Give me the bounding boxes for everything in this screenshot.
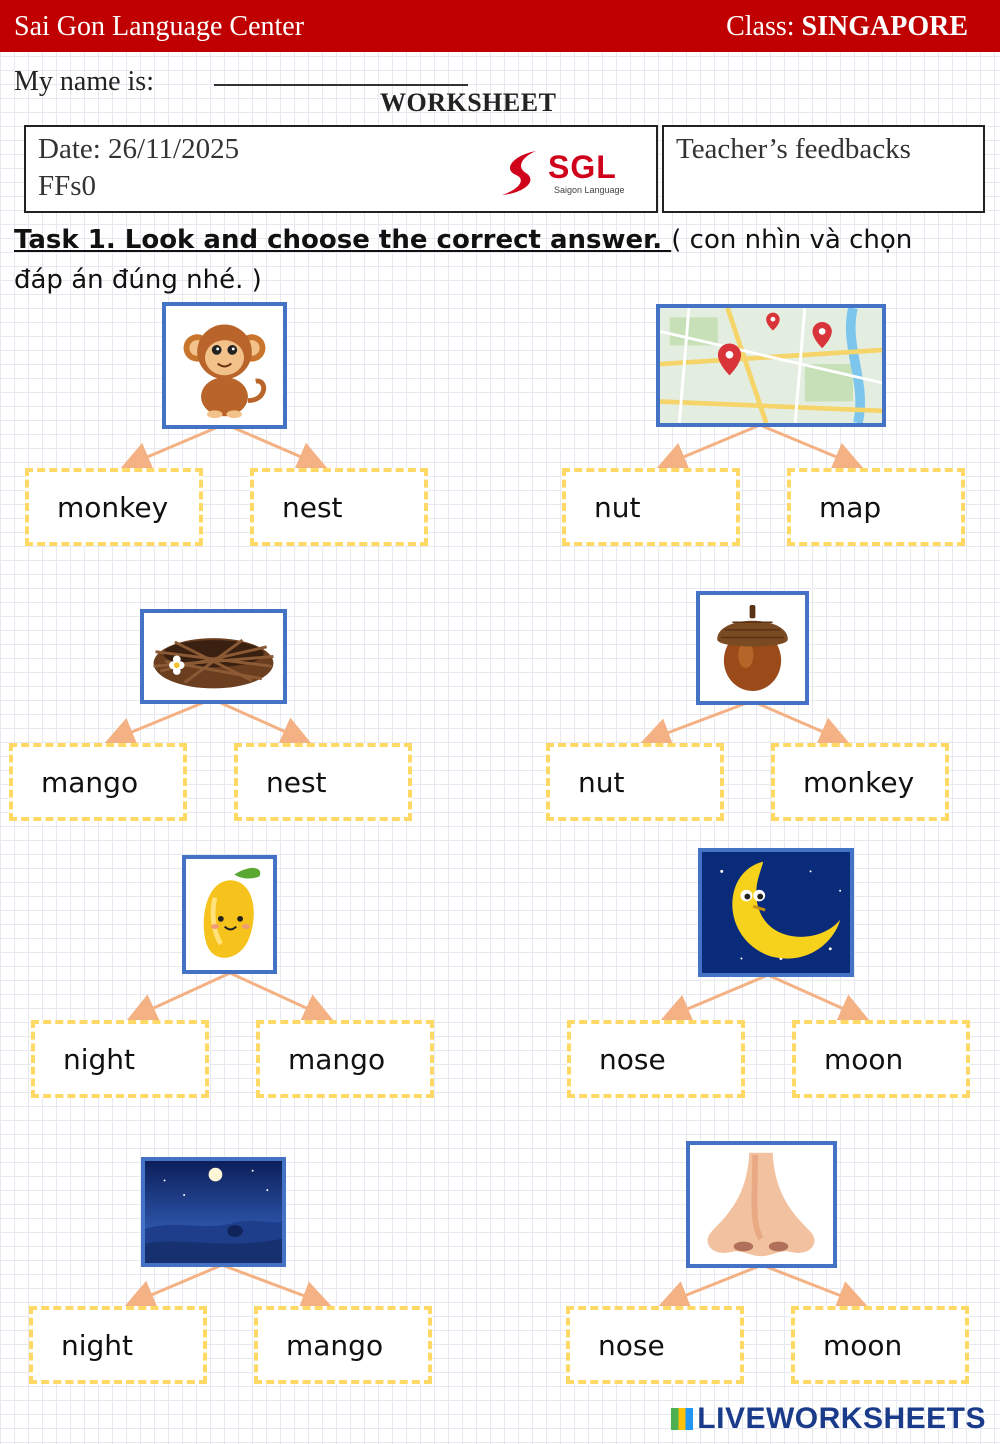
task-instruction [14,220,914,300]
arrow-q8-right [762,1265,862,1304]
monkey-icon [166,306,283,425]
arrow-q6-left [666,975,768,1018]
nose-icon [690,1145,833,1264]
arrow-q1-right [225,424,322,466]
logo-subtext: Saigon Language [554,185,625,195]
answer-option[interactable]: nut [562,468,740,546]
monkey-picture [162,302,287,429]
task-instruction-line1: ( con nhìn và chọn [671,225,913,255]
answer-option[interactable]: mango [9,743,187,821]
arrow-q1-left [126,424,225,466]
class-value: SINGAPORE [801,11,968,42]
map-picture [656,304,886,427]
center-name: Sai Gon Language Center [14,11,305,42]
answer-option[interactable]: moon [791,1306,969,1384]
task-title: Task 1. Look and choose the correct answer. [14,225,672,255]
acorn-picture [696,591,809,705]
name-input-line[interactable] [214,84,468,86]
arrow-q6-right [768,975,864,1018]
arrow-q5-right [230,973,328,1018]
answer-option[interactable]: night [31,1020,209,1098]
date-text: Date: 26/11/2025 [38,133,240,165]
night-sky-picture [141,1157,286,1267]
footer-text: LIVEWORKSHEETS [697,1402,986,1435]
mango-icon [186,859,273,970]
answer-option[interactable]: nest [234,743,412,821]
info-box [24,125,658,213]
feedback-box [662,125,985,213]
mango-picture [182,855,277,974]
arrow-q3-right [212,699,306,741]
answer-option[interactable]: nest [250,468,428,546]
answer-option[interactable]: monkey [771,743,949,821]
arrow-q7-left [130,1265,222,1304]
answer-option[interactable]: monkey [25,468,203,546]
answer-option[interactable]: night [29,1306,207,1384]
nest-picture [140,609,287,704]
answer-option[interactable]: mango [254,1306,432,1384]
code-text: FFs0 [38,170,97,202]
worksheet-title: WORKSHEET [380,88,557,117]
feedback-label: Teacher’s feedbacks [676,133,911,165]
moon-icon [702,852,850,973]
moon-picture [698,848,854,977]
map-icon [660,308,882,423]
task-instruction-line2: đáp án đúng nhé. ) [14,265,262,295]
class-label: Class: [726,11,802,42]
arrow-q2-right [760,425,858,466]
arrow-q4-right [752,701,844,741]
arrow-q5-left [132,973,230,1018]
nest-icon [144,613,283,700]
acorn-icon [700,595,805,701]
answer-option[interactable]: map [787,468,965,546]
answer-option[interactable]: moon [792,1020,970,1098]
sgl-logo [496,145,646,201]
liveworksheets-logo [671,1402,986,1436]
header-bar [0,0,1000,52]
arrow-q4-left [646,701,752,741]
answer-option[interactable]: nose [567,1020,745,1098]
class-info [726,11,968,43]
arrow-q7-right [222,1265,326,1304]
arrow-q2-left [662,425,760,466]
answer-option[interactable]: nose [566,1306,744,1384]
sgl-swirl-icon [496,145,548,201]
arrow-q3-left [110,699,212,741]
liveworksheets-icon [671,1408,693,1430]
arrow-q8-left [664,1265,762,1304]
logo-text: SGL [548,149,617,185]
answer-option[interactable]: mango [256,1020,434,1098]
name-label: My name is: [14,66,154,97]
night-sky-icon [145,1161,282,1263]
answer-option[interactable]: nut [546,743,724,821]
nose-picture [686,1141,837,1268]
